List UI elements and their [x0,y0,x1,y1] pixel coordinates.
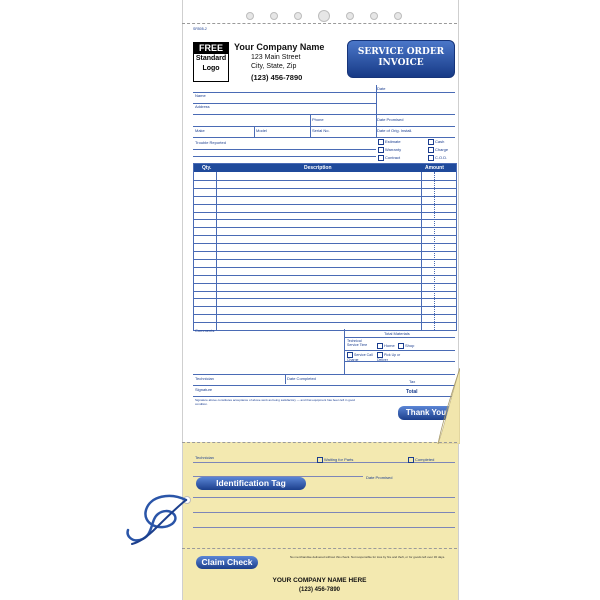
date-orig-install-label: Date of Orig. Install. [377,128,413,133]
badge-line-1: SERVICE ORDER [357,47,445,57]
table-row [194,227,456,228]
rule [193,137,455,138]
rule [193,374,455,375]
estimate-label: Estimate [385,139,401,145]
table-row [194,188,456,189]
waiting-for-parts-checkbox[interactable] [317,457,353,463]
punch-hole [246,12,254,20]
table-row [194,291,456,292]
technical-service-time-label: Technical Service Time [347,339,368,347]
rule [434,172,435,330]
rule [344,337,455,338]
table-row [194,283,456,284]
punch-hole [318,10,330,22]
table-row [194,259,456,260]
waiting-for-parts-label: Waiting for Parts [324,457,354,463]
top-perforation [182,23,457,24]
stub-company-name: YOUR COMPANY NAME HERE [272,577,367,584]
punch-hole [370,12,378,20]
qty-header: Qty. [202,165,212,171]
service-order-badge [347,40,455,78]
rule [193,103,376,104]
name-label: Name [195,93,206,98]
table-row [194,306,456,307]
table-row [194,275,456,276]
description-header: Description [304,165,332,171]
rule [193,396,455,397]
rule [193,149,376,150]
stub-technician-label: Technician [195,455,214,460]
total-label: Total [406,389,418,395]
date-promised-label: Date Promised [377,117,404,122]
rule [193,114,455,115]
claim-check-banner: Claim Check [196,556,258,569]
punch-hole [346,12,354,20]
company-phone: (123) 456-7890 [251,73,303,82]
rule [421,172,422,330]
claim-perforation [182,548,457,549]
table-row [194,196,456,197]
rule [344,361,455,362]
logo-line-1: FREE [194,43,228,54]
identification-tag-banner: Identification Tag [196,477,306,490]
service-call-charge-label: Service Call Charge [347,352,373,362]
rule [193,92,455,93]
rule [285,374,286,384]
table-row [194,298,456,299]
date-label: Date [377,86,386,91]
stub-company-phone: (123) 456-7890 [298,587,341,593]
cod-label: C.O.D. [435,155,448,161]
claim-notice: No merchandise delivered without this check. Not responsible for loss by fire and theft, or for goods left over 30 days. [289,555,446,559]
form-code: SR505-2 [193,27,207,31]
tag-string-icon [120,488,200,548]
table-row [194,180,456,181]
total-materials-label: Total Materials [384,331,410,336]
contract-label: Contract [385,155,401,161]
company-name: Your Company Name [234,42,325,52]
completed-checkbox[interactable] [408,457,434,463]
punch-hole [294,12,302,20]
shop-checkbox[interactable] [398,343,414,349]
company-city: City, State, Zip [251,63,297,70]
trouble-reported-label: Trouble Reported [195,140,226,145]
comments-label: Comments [195,328,215,333]
table-row [194,219,456,220]
rule [344,329,345,374]
logo-line-3: Logo [202,65,220,72]
company-street: 123 Main Street [251,54,301,61]
badge-line-2: INVOICE [378,58,424,68]
date-completed-label: Date Completed [287,376,316,381]
logo-line-2: Standard [195,55,227,62]
table-row [194,314,456,315]
phone-label: Phone [312,117,324,122]
stub-perforation [182,442,457,443]
shop-label: Shop [405,343,415,349]
table-row [194,322,456,323]
table-row [194,251,456,252]
table-row [194,243,456,244]
table-row [194,330,456,331]
warranty-checkbox[interactable] [378,147,401,153]
cash-label: Cash [435,139,445,145]
rule [254,127,255,137]
rule [193,385,455,386]
charge-label: Charge [435,147,449,153]
punch-hole [270,12,278,20]
stub-date-promised-label: Date Promised [366,475,393,480]
thank-you-tab: Thank You [398,406,454,420]
logo-box [193,42,229,82]
home-label: Home [384,343,395,349]
amount-header: Amount [425,165,444,171]
charge-checkbox[interactable] [428,147,448,153]
punch-hole [394,12,402,20]
serial-no-label: Serial No. [312,128,330,133]
completed-label: Completed [415,457,435,463]
estimate-checkbox[interactable] [378,139,401,145]
table-row [194,267,456,268]
cash-checkbox[interactable] [428,139,444,145]
page-curl-icon [420,368,460,444]
contract-checkbox[interactable] [378,155,400,161]
warranty-label: Warranty [385,147,402,153]
rule [344,350,455,351]
table-row [194,212,456,213]
rule [193,156,376,157]
rule [193,527,455,528]
rule [216,172,217,330]
items-table [193,163,457,331]
tax-label: Tax [409,379,416,384]
table-header [194,164,456,172]
cod-checkbox[interactable] [428,155,447,161]
rule [193,512,455,513]
address-label: Address [195,104,210,109]
technician-label: Technician [195,376,214,381]
pickup-label: Pick Up or Deliver [377,352,401,362]
table-row [194,235,456,236]
make-label: Make [195,128,205,133]
disclaimer: Signature above constitutes acceptance of above work as being satisfactory — and that equipment has been left in good condition. [195,398,355,406]
signature-label: Signature [195,387,213,392]
home-checkbox[interactable] [377,343,395,349]
model-label: Model [256,128,267,133]
rule [193,126,455,127]
rule [193,497,455,498]
table-row [194,204,456,205]
rule [376,115,377,137]
